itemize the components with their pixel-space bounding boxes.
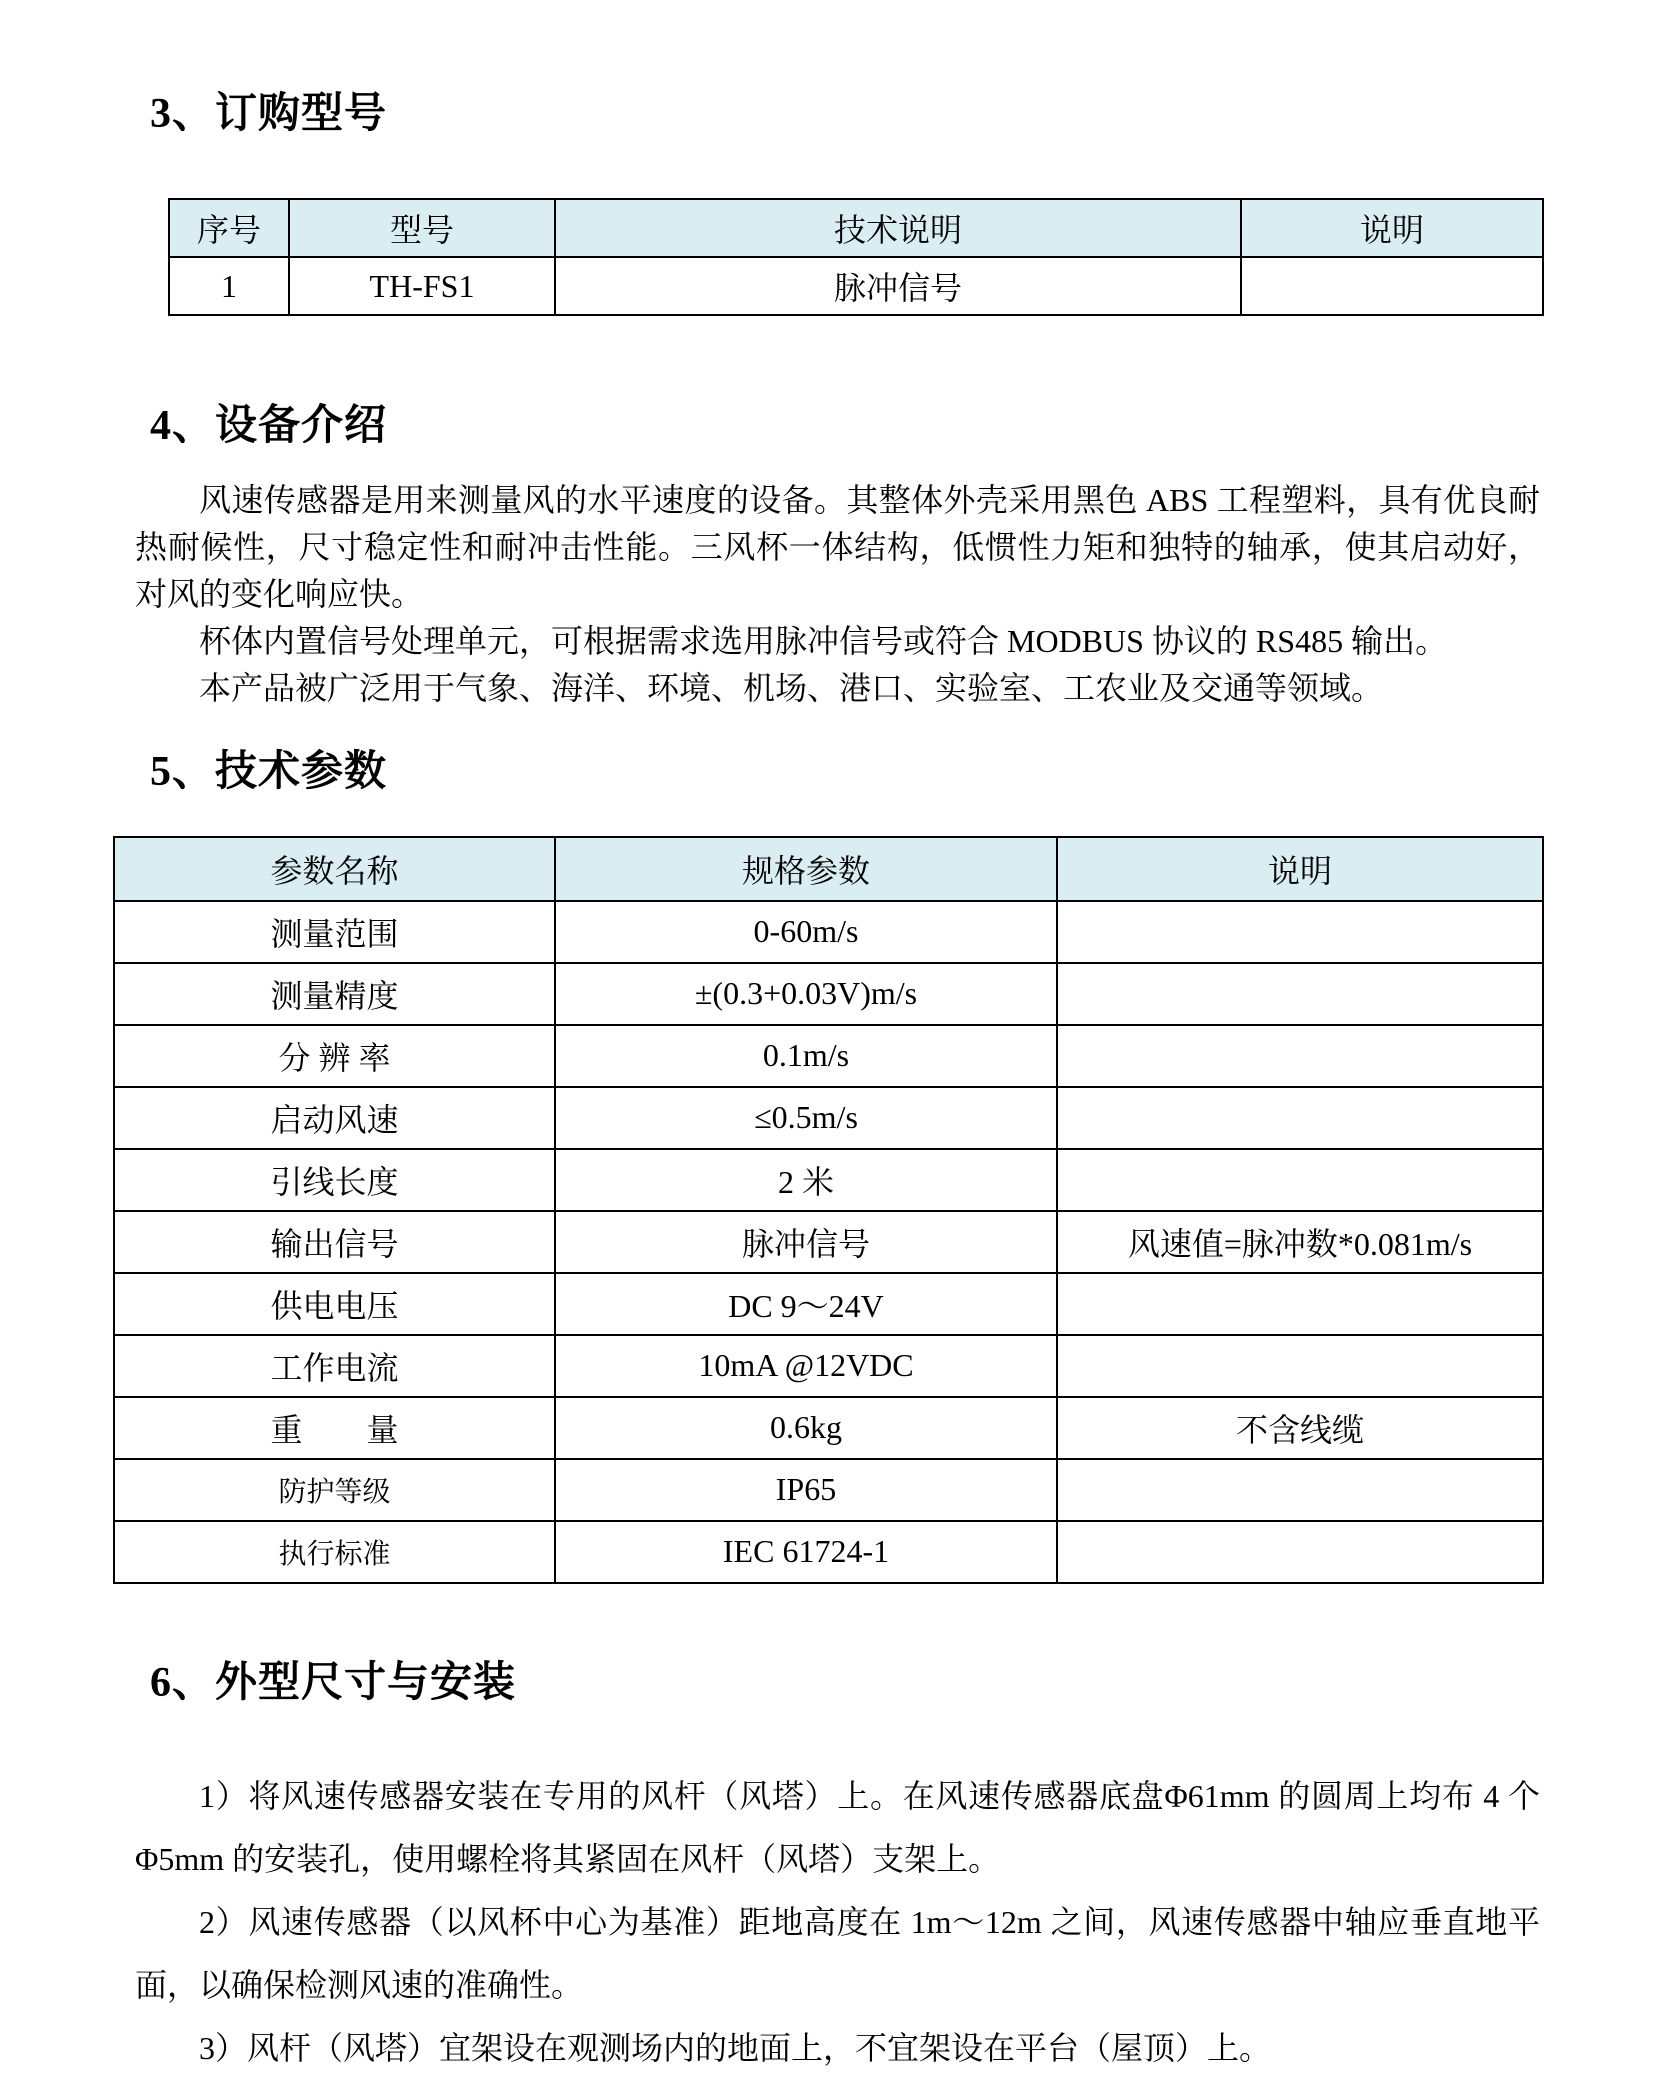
table-cell: ±(0.3+0.03V)m/s [555,963,1057,1025]
table-cell: 引线长度 [114,1149,555,1211]
table-cell [1057,1087,1543,1149]
header-cell-model: 型号 [289,199,555,257]
table-cell: 防护等级 [114,1459,555,1521]
dimensions-install-paragraphs [135,1765,1540,2073]
section-dimensions-install-heading: 6、外型尺寸与安装 [150,1659,517,1706]
device-intro-paragraphs [135,477,1540,712]
table-row [114,1335,1543,1397]
table-row [169,257,1543,315]
table-cell: 不含线缆 [1057,1397,1543,1459]
table-cell: 启动风速 [114,1087,555,1149]
header-cell-note: 说明 [1241,199,1543,257]
table-cell: ≤0.5m/s [555,1087,1057,1149]
table-row [114,1397,1543,1459]
header-cell-param-name: 参数名称 [114,837,555,901]
table-cell: IEC 61724-1 [555,1521,1057,1583]
table-cell: 0.6kg [555,1397,1057,1459]
paragraph: 本产品被广泛用于气象、海洋、环境、机场、港口、实验室、工农业及交通等领域。 [199,669,1384,706]
table-cell: 0.1m/s [555,1025,1057,1087]
table-row [114,1149,1543,1211]
table-cell [1241,257,1543,315]
table-header-row [169,199,1543,257]
table-cell [1057,1273,1543,1335]
table-row [114,1459,1543,1521]
section-tech-params-heading: 5、技术参数 [150,748,388,795]
tech-params-table [113,836,1544,1584]
table-cell: 测量范围 [114,901,555,963]
header-cell-index: 序号 [169,199,289,257]
table-cell: IP65 [555,1459,1057,1521]
header-cell-note: 说明 [1057,837,1543,901]
table-header-row [114,837,1543,901]
table-row [114,1087,1543,1149]
paragraph: 风速传感器是用来测量风的水平速度的设备。其整体外壳采用黑色 ABS 工程塑料，具有优良耐热耐候性，尺寸稳定性和耐冲击性能。三风杯一体结构，低惯性力矩和独特的轴承，使其启动好，对风的变化响应快。 [135,481,1540,612]
table-row [114,1521,1543,1583]
table-cell: 脉冲信号 [555,257,1241,315]
paragraph: 杯体内置信号处理单元，可根据需求选用脉冲信号或符合 MODBUS 协议的 RS485 输出。 [199,622,1448,659]
table-row [114,1273,1543,1335]
table-cell: 测量精度 [114,963,555,1025]
table-cell: 10mA @12VDC [555,1335,1057,1397]
table-cell [1057,1521,1543,1583]
table-row [114,1211,1543,1273]
table-cell: 供电电压 [114,1273,555,1335]
order-model-table [168,198,1544,316]
table-cell [1057,1459,1543,1521]
table-row [114,963,1543,1025]
table-row [114,1025,1543,1087]
paragraph: 3）风杆（风塔）宜架设在观测场内的地面上，不宜架设在平台（屋顶）上。 [199,2030,1272,2067]
table-cell: 2 米 [555,1149,1057,1211]
table-cell [1057,1025,1543,1087]
table-cell [1057,1149,1543,1211]
table-cell: 1 [169,257,289,315]
table-cell: TH-FS1 [289,257,555,315]
table-cell: 执行标准 [114,1521,555,1583]
table-cell: DC 9～24V [555,1273,1057,1335]
section-order-model-heading: 3、订购型号 [150,91,388,137]
section-device-intro-heading: 4、设备介绍 [150,403,388,450]
header-cell-tech-desc: 技术说明 [555,199,1241,257]
table-cell [1057,963,1543,1025]
table-cell [1057,901,1543,963]
paragraph: 2）风速传感器（以风杯中心为基准）距地高度在 1m～12m 之间，风速传感器中轴应垂直地平面，以确保检测风速的准确性。 [135,1904,1540,2004]
table-cell: 0-60m/s [555,901,1057,963]
paragraph: 1）将风速传感器安装在专用的风杆（风塔）上。在风速传感器底盘Φ61mm 的圆周上均布 4 个Φ5mm 的安装孔，使用螺栓将其紧固在风杆（风塔）支架上。 [135,1778,1540,1878]
table-row [114,901,1543,963]
table-cell: 输出信号 [114,1211,555,1273]
table-cell: 脉冲信号 [555,1211,1057,1273]
header-cell-spec: 规格参数 [555,837,1057,901]
table-cell: 工作电流 [114,1335,555,1397]
table-cell: 重 量 [114,1397,555,1459]
table-cell [1057,1335,1543,1397]
table-cell: 分 辨 率 [114,1025,555,1087]
table-cell: 风速值=脉冲数*0.081m/s [1057,1211,1543,1273]
